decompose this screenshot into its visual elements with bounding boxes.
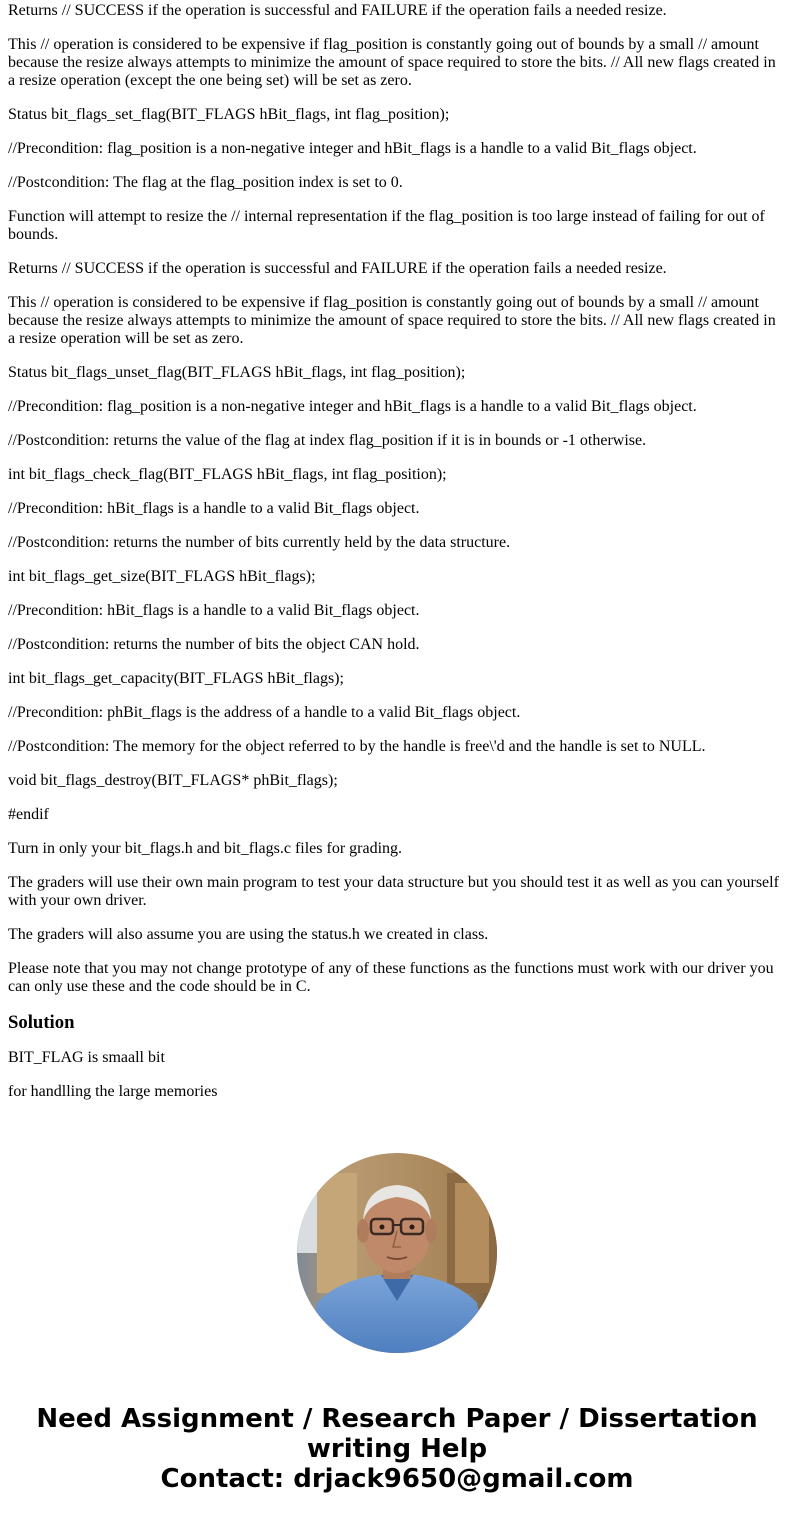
- promo-line: Need Assignment / Research Paper / Dissertation: [36, 1404, 758, 1434]
- promo-line: writing Help: [306, 1434, 488, 1464]
- paragraph: int bit_flags_get_size(BIT_FLAGS hBit_flags);: [8, 568, 316, 585]
- solution-paragraph: for handlling the large memories: [8, 1083, 218, 1100]
- paragraph: //Postcondition: returns the value of the flag at index flag_position if it is in bounds or -1 otherwise.: [8, 432, 647, 449]
- paragraph: int bit_flags_get_capacity(BIT_FLAGS hBit_flags);: [8, 670, 344, 687]
- paragraph: Status bit_flags_set_flag(BIT_FLAGS hBit_flags, int flag_position);: [8, 106, 450, 123]
- paragraph: //Precondition: flag_position is a non-negative integer and hBit_flags is a handle to a valid Bit_flags object.: [8, 140, 697, 157]
- paragraph: void bit_flags_destroy(BIT_FLAGS* phBit_flags);: [8, 772, 338, 789]
- paragraph: The graders will also assume you are using the status.h we created in class.: [8, 926, 489, 943]
- paragraph: //Postcondition: The flag at the flag_position index is set to 0.: [8, 174, 403, 191]
- paragraph: #endif: [8, 806, 49, 823]
- paragraph: //Precondition: flag_position is a non-negative integer and hBit_flags is a handle to a valid Bit_flags object.: [8, 398, 697, 415]
- paragraph: Function will attempt to resize the // internal representation if the flag_position is too large instead of failing for out of bounds.: [8, 208, 765, 243]
- paragraph: //Precondition: phBit_flags is the address of a handle to a valid Bit_flags object.: [8, 704, 521, 721]
- paragraph: The graders will use their own main program to test your data structure but you should test it as well as you can yourself with your own driver.: [8, 874, 779, 909]
- promo-banner: [0, 1404, 794, 1494]
- promo-contact: Contact: drjack9650@gmail.com: [160, 1464, 634, 1494]
- paragraph: //Precondition: hBit_flags is a handle to a valid Bit_flags object.: [8, 500, 420, 517]
- paragraph: //Postcondition: returns the number of bits currently held by the data structure.: [8, 534, 511, 551]
- paragraph: This // operation is considered to be expensive if flag_position is constantly going out of bounds by a small // amount because the resize always attempts to minimize the amount of space required to store the bits. // All new flags created in a resize operation will be set as zero.: [8, 294, 776, 347]
- paragraph: Turn in only your bit_flags.h and bit_flags.c files for grading.: [8, 840, 403, 857]
- solution-heading: Solution: [8, 1012, 75, 1033]
- paragraph: //Precondition: hBit_flags is a handle to a valid Bit_flags object.: [8, 602, 420, 619]
- avatar: [297, 1153, 497, 1353]
- paragraph: //Postcondition: returns the number of bits the object CAN hold.: [8, 636, 420, 653]
- paragraph: Please note that you may not change prototype of any of these functions as the functions must work with our driver you can only use these and the code should be in C.: [8, 960, 774, 995]
- paragraph: Returns // SUCCESS if the operation is successful and FAILURE if the operation fails a needed resize.: [8, 2, 667, 19]
- person-photo-icon: [297, 1153, 497, 1353]
- paragraph: //Postcondition: The memory for the object referred to by the handle is free\'d and the handle is set to NULL.: [8, 738, 706, 755]
- solution-paragraph: BIT_FLAG is smaall bit: [8, 1049, 165, 1066]
- paragraph: Returns // SUCCESS if the operation is successful and FAILURE if the operation fails a needed resize.: [8, 260, 667, 277]
- paragraph: Status bit_flags_unset_flag(BIT_FLAGS hBit_flags, int flag_position);: [8, 364, 466, 381]
- paragraph: This // operation is considered to be expensive if flag_position is constantly going out of bounds by a small // amount because the resize always attempts to minimize the amount of space required to store the bits. // All new flags created in a resize operation (except the one being set) will be set as zero.: [8, 36, 776, 89]
- paragraph: int bit_flags_check_flag(BIT_FLAGS hBit_flags, int flag_position);: [8, 466, 447, 483]
